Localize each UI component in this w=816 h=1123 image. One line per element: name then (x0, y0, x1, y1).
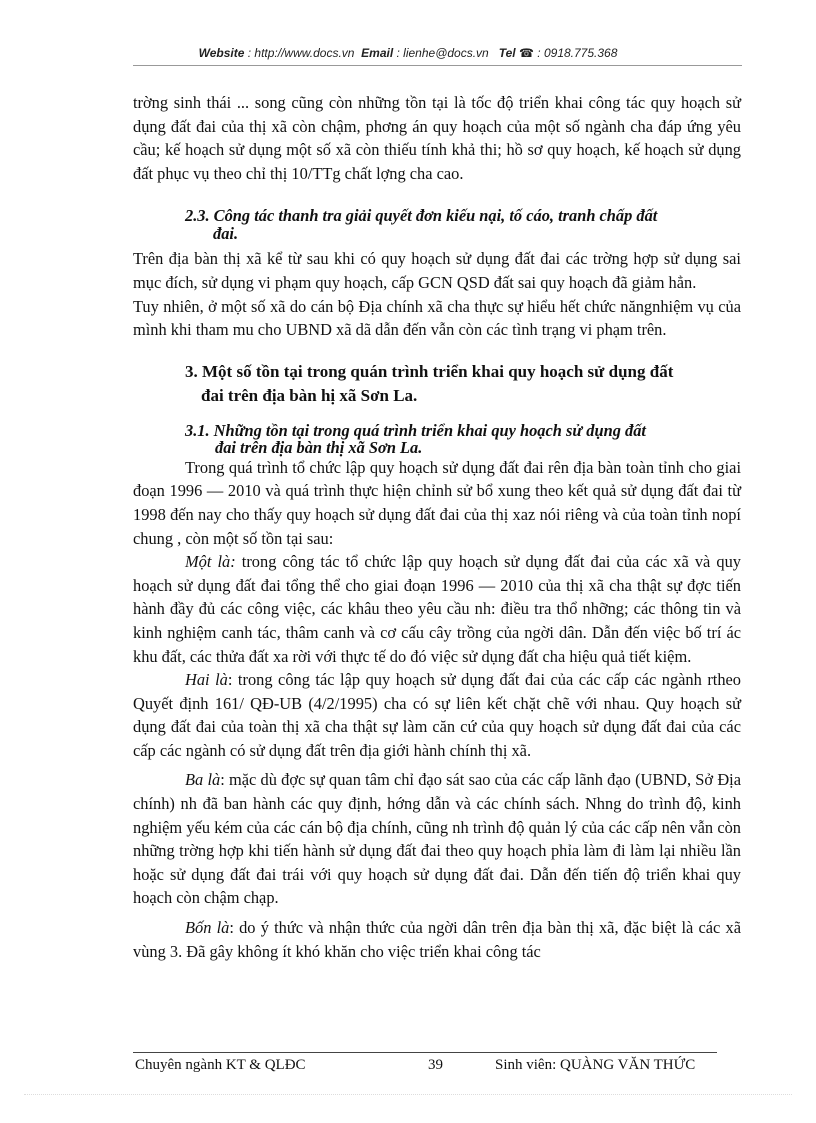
email-value: : lienhe@docs.vn (396, 46, 489, 60)
text-hai-la: : trong công tác lập quy hoạch sử dụng đất đai của các cấp các ngành rtheo Quyết định 161/ QĐ-UB (4/2/1995) cha có sự liên kết chặt chẽ với nhau. Quy hoạch sử dụng đất đai của toàn thị xã cha thật sự làm căn cứ của quy hoạch sử dụng đất đai của các cấp các ngành có sử dụng đất trên địa giới hành chính thị xã. (133, 670, 741, 760)
phone-icon: ☎ (519, 46, 534, 60)
heading-3 (133, 360, 741, 408)
text-mot-la: trong công tác tổ chức lập quy hoạch sử dụng đất đai của các xã và quy hoạch sử dụng đất đai tổng thể cho giai đoạn 1996 — 2010 của thị xã cha thật sự đợc tiến hành đầy đủ các công việc, các khâu theo yêu cầu nh: điều tra thổ nhỡng; các thông tin và kinh nghiệm canh tác, thâm canh và cơ cấu cây trồng của ngời dân. Dẫn đến việc bố trí ác khu đất, các thửa đất xa rời với thực tế do đó việc sử dụng đất cha hiệu quả tiết kiệm. (133, 552, 741, 666)
lead-hai-la: Hai là (185, 670, 228, 690)
website-value: : http://www.docs.vn (247, 46, 355, 60)
lead-ba-la: Ba là (185, 770, 221, 790)
heading-2-3-line1: 2.3. Công tác thanh tra giải quyết đơn kiếu nại, tố cáo, tranh chấp đất (185, 206, 658, 226)
page-number: 39 (428, 1057, 443, 1073)
heading-3-1 (133, 422, 741, 456)
tel-label: Tel (498, 46, 516, 60)
paragraph-1: trờng sinh thái ... song cũng còn những tồn tại là tốc độ triển khai công tác quy hoạch sử dụng đất đai của thị xã còn chậm, phơng án quy hoạch của một số ngành cha đáp ứng yêu cầu; kế hoạch sử dụng một số xã còn thiếu tính khả thi; hồ sơ quy hoạch, kế hoạch sử dụng đất phục vụ theo chỉ thị 10/TTg chất lợng cha cao. (133, 93, 741, 183)
heading-3-1-line2: đai trên địa bàn thị xã Sơn La. (215, 437, 423, 457)
text-bon-la: : do ý thức và nhận thức của ngời dân trên địa bàn thị xã, đặc biệt là các xã vùng 3. Đã gây không ít khó khăn cho việc triển khai công tác (133, 918, 742, 961)
heading-3-1-line1: 3.1. Những tồn tại trong quá trình triển khai quy hoạch sử dụng đất (185, 420, 646, 440)
footer-department: Chuyên ngành KT & QLĐC (135, 1057, 306, 1073)
lead-mot-la: Một là: (185, 552, 236, 572)
paragraph-mot-la (133, 550, 741, 668)
paragraph-ba-la (133, 768, 741, 910)
paragraph-2: Trên địa bàn thị xã kể từ sau khi có quy hoạch sử dụng đất đai các trờng hợp sử dụng sai mục đích, sử dụng vi phạm quy hoạch, cấp GCN QSD đất sai quy hoạch đã giảm hẳn. (133, 249, 741, 292)
paragraph-3: Tuy nhiên, ở một số xã do cán bộ Địa chính xã cha thực sự hiểu hết chức năngnhiệm vụ của mình khi tham mu cho UBND xã dã dẫn đến vẫn còn các tình trạng vi phạm trên. (133, 296, 741, 340)
text-ba-la: : mặc dù đợc sự quan tâm chỉ đạo sát sao của các cấp lãnh đạo (UBND, Sở Địa chính) nh đã ban hành các quy định, hớng dẫn và các chính sách. Nhng do trình độ, kinh nghiệm yếu kém của các cán bộ địa chính, cũng nh trình độ quản lý của các cấp nên vẫn còn những trờng hợp khi tiến hành sử dụng đất đai theo quy hoạch phỉa làm đi làm lại nhiều lần hoặc sử dụng đất đai trái với quy hoạch sử dụng đất đai. Dẫn đến tiến độ triển khai quy hoạch còn chậm chạp. (133, 770, 741, 908)
page-edge-line (24, 1094, 792, 1095)
footer-divider (133, 1052, 717, 1053)
heading-2-3-line2: đai. (213, 224, 239, 244)
heading-3-line2: đai trên địa bàn hị xã Sơn La. (201, 385, 418, 405)
tel-value: : 0918.775.368 (537, 46, 618, 60)
lead-bon-la: Bốn là (185, 918, 230, 938)
paragraph-4: Trong quá trình tổ chức lập quy hoạch sử dụng đất đai rên địa bàn toàn tỉnh cho giai đoạn 1996 — 2010 và quá trình thực hiện chỉnh sử bổ xung theo kết quả sử dụng đất đai từ 1998 đến nay cho thấy quy hoạch sử dụng đất đai của thị xaz nói riêng và của toàn tỉnh nopí chung , còn một số tồn tại sau: (133, 457, 741, 548)
paragraph-hai-la (133, 668, 741, 762)
document-body (133, 91, 741, 963)
header-divider (133, 65, 742, 66)
page-header (0, 46, 816, 60)
footer-student-label: Sinh viên: (495, 1057, 557, 1073)
email-label: Email (361, 46, 394, 60)
heading-3-line1: 3. Một số tồn tại trong quán trình triển khai quy hoạch sử dụng đất (185, 361, 674, 381)
footer-student-name: QUÀNG VĂN THỨC (560, 1057, 696, 1073)
website-label: Website (198, 46, 245, 60)
paragraph-bon-la (133, 916, 741, 963)
heading-2-3 (133, 207, 741, 243)
footer-student (495, 1057, 695, 1074)
